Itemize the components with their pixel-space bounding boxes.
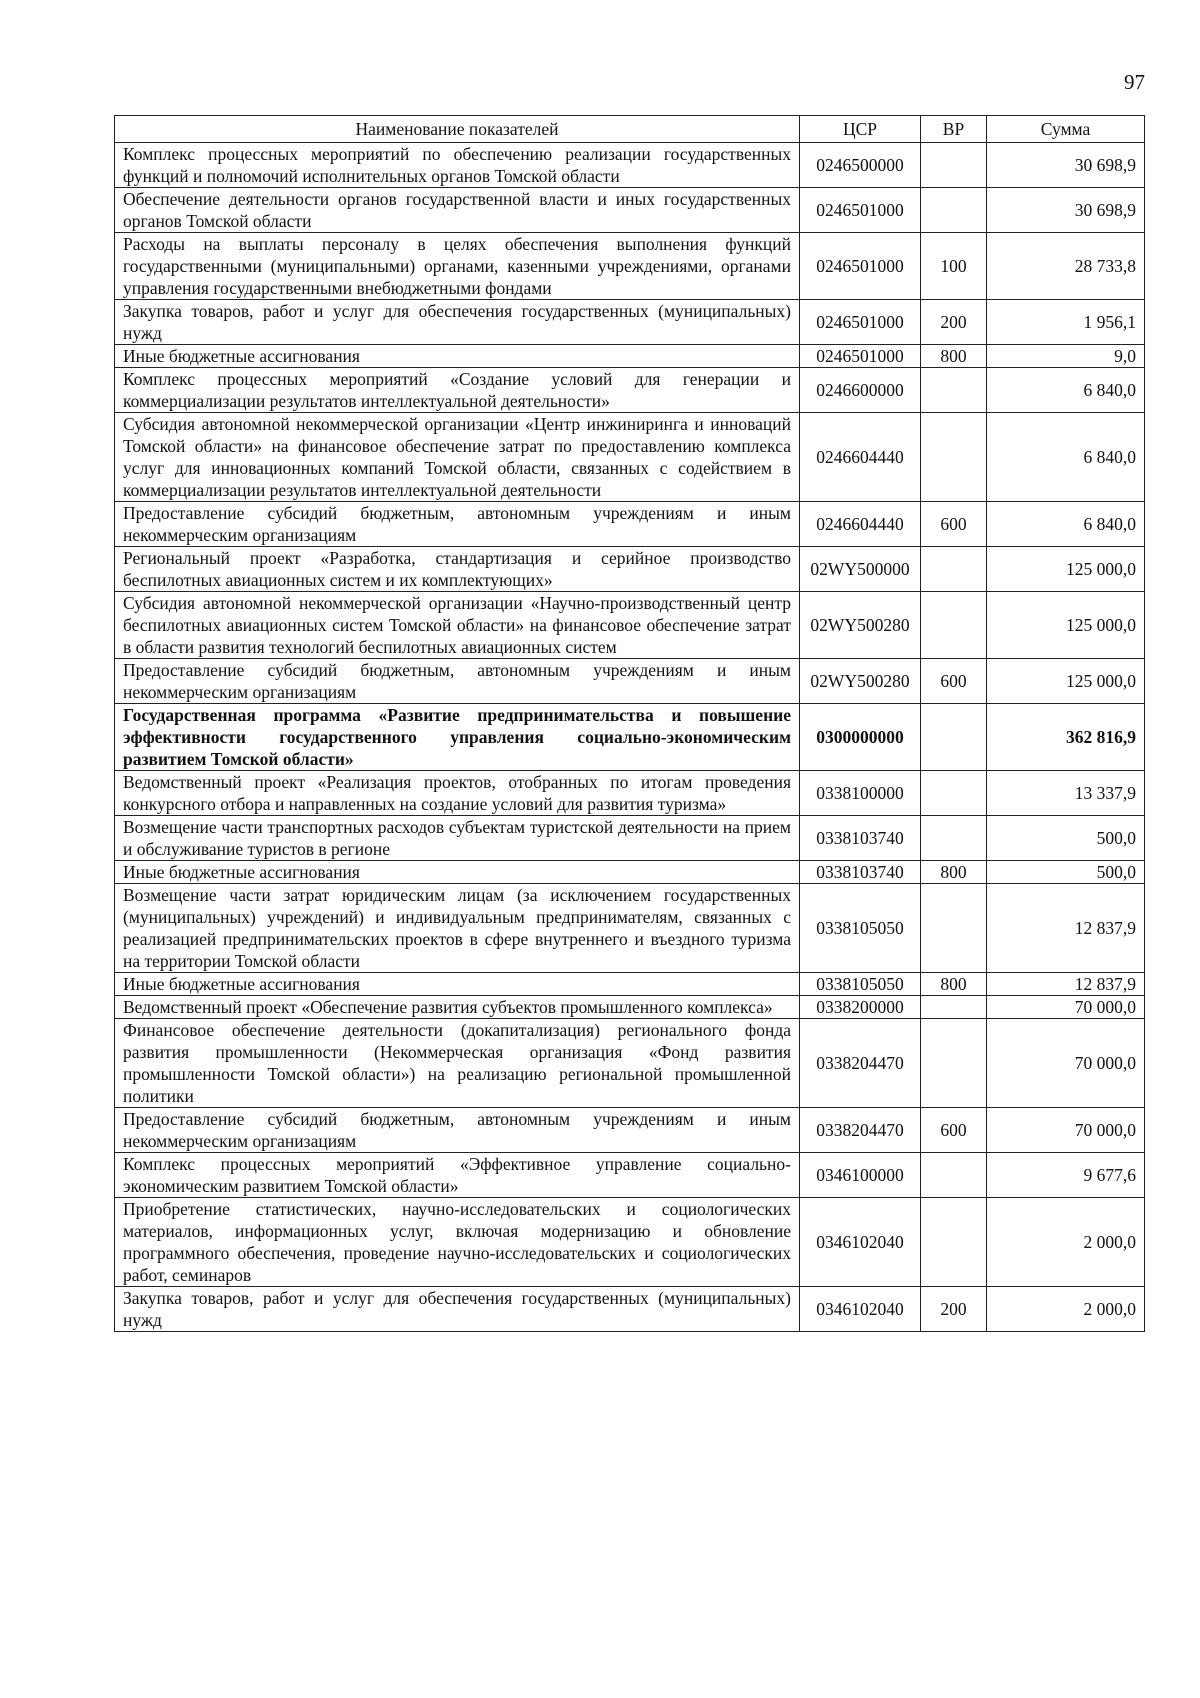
row-name: Предоставление субсидий бюджетным, автономным учреждениям и иным некоммерческим организациям <box>115 1108 800 1153</box>
row-csr: 0338103740 <box>800 816 921 861</box>
row-name: Ведомственный проект «Реализация проектов, отобранных по итогам проведения конкурсного отбора и направленных на создание условий для развития туризма» <box>115 771 800 816</box>
row-csr: 0300000000 <box>800 704 921 771</box>
page-number: 97 <box>1124 70 1145 94</box>
row-sum: 2 000,0 <box>987 1287 1145 1332</box>
row-csr: 0246501000 <box>800 233 921 300</box>
row-name: Комплекс процессных мероприятий «Эффективное управление социально-экономическим развитием Томской области» <box>115 1153 800 1198</box>
row-csr: 0338100000 <box>800 771 921 816</box>
row-sum: 6 840,0 <box>987 502 1145 547</box>
row-vr <box>921 143 987 188</box>
table-row <box>115 1153 1145 1198</box>
row-name: Региональный проект «Разработка, стандартизация и серийное производство беспилотных авиационных систем и их комплектующих» <box>115 547 800 592</box>
row-vr <box>921 1019 987 1108</box>
row-name: Ведомственный проект «Обеспечение развития субъектов промышленного комплекса» <box>115 996 800 1019</box>
table-row <box>115 592 1145 659</box>
table-header <box>115 116 1145 143</box>
table-row <box>115 884 1145 973</box>
row-vr <box>921 771 987 816</box>
row-name: Закупка товаров, работ и услуг для обеспечения государственных (муниципальных) нужд <box>115 300 800 345</box>
table-row <box>115 188 1145 233</box>
row-sum: 2 000,0 <box>987 1198 1145 1287</box>
table-row <box>115 973 1145 996</box>
row-csr: 0246604440 <box>800 502 921 547</box>
row-vr: 200 <box>921 300 987 345</box>
row-sum: 13 337,9 <box>987 771 1145 816</box>
budget-table <box>114 115 1145 1332</box>
row-vr: 600 <box>921 502 987 547</box>
row-vr <box>921 996 987 1019</box>
row-csr: 0246600000 <box>800 368 921 413</box>
row-sum: 6 840,0 <box>987 413 1145 502</box>
header-name: Наименование показателей <box>115 116 800 143</box>
table-row <box>115 1108 1145 1153</box>
row-csr: 0346102040 <box>800 1287 921 1332</box>
row-csr: 0338204470 <box>800 1108 921 1153</box>
row-csr: 02WY500000 <box>800 547 921 592</box>
table-row <box>115 1019 1145 1108</box>
row-name: Расходы на выплаты персоналу в целях обеспечения выполнения функций государственными (муниципальными) органами, казенными учреждениями, органами управления государственными внебюджетными фондами <box>115 233 800 300</box>
row-sum: 9,0 <box>987 345 1145 368</box>
header-sum: Сумма <box>987 116 1145 143</box>
row-vr: 600 <box>921 1108 987 1153</box>
row-vr <box>921 368 987 413</box>
row-name: Приобретение статистических, научно-исследовательских и социологических материалов, информационных услуг, включая модернизацию и обновление программного обеспечения, проведение научно-исследовательских и социологических работ, семинаров <box>115 1198 800 1287</box>
row-name: Комплекс процессных мероприятий по обеспечению реализации государственных функций и полномочий исполнительных органов Томской области <box>115 143 800 188</box>
row-csr: 0338103740 <box>800 861 921 884</box>
row-sum: 9 677,6 <box>987 1153 1145 1198</box>
row-sum: 500,0 <box>987 861 1145 884</box>
row-sum: 125 000,0 <box>987 592 1145 659</box>
table-row <box>115 143 1145 188</box>
row-name: Субсидия автономной некоммерческой организации «Центр инжиниринга и инноваций Томской области» на финансовое обеспечение затрат по предоставлению комплекса услуг для инновационных компаний Томской области, связанных с содействием в коммерциализации результатов интеллектуальной деятельности <box>115 413 800 502</box>
row-vr <box>921 188 987 233</box>
table-row <box>115 345 1145 368</box>
table-row <box>115 861 1145 884</box>
row-csr: 0338204470 <box>800 1019 921 1108</box>
row-vr <box>921 592 987 659</box>
table-row <box>115 547 1145 592</box>
row-csr: 02WY500280 <box>800 592 921 659</box>
row-name: Комплекс процессных мероприятий «Создание условий для генерации и коммерциализации результатов интеллектуальной деятельности» <box>115 368 800 413</box>
row-csr: 0338200000 <box>800 996 921 1019</box>
table-row <box>115 1287 1145 1332</box>
row-sum: 30 698,9 <box>987 143 1145 188</box>
row-csr: 0346102040 <box>800 1198 921 1287</box>
row-vr: 800 <box>921 861 987 884</box>
row-vr: 800 <box>921 345 987 368</box>
row-name: Иные бюджетные ассигнования <box>115 345 800 368</box>
row-name: Предоставление субсидий бюджетным, автономным учреждениям и иным некоммерческим организациям <box>115 502 800 547</box>
header-csr: ЦСР <box>800 116 921 143</box>
row-sum: 70 000,0 <box>987 996 1145 1019</box>
row-vr <box>921 704 987 771</box>
table-row <box>115 1198 1145 1287</box>
row-sum: 125 000,0 <box>987 547 1145 592</box>
row-vr <box>921 1198 987 1287</box>
row-name: Возмещение части транспортных расходов субъектам туристской деятельности на прием и обслуживание туристов в регионе <box>115 816 800 861</box>
row-sum: 1 956,1 <box>987 300 1145 345</box>
table-row <box>115 368 1145 413</box>
row-vr: 800 <box>921 973 987 996</box>
row-sum: 6 840,0 <box>987 368 1145 413</box>
table-row <box>115 771 1145 816</box>
row-csr: 0246501000 <box>800 300 921 345</box>
table-row <box>115 816 1145 861</box>
table-row <box>115 704 1145 771</box>
row-name: Иные бюджетные ассигнования <box>115 973 800 996</box>
row-sum: 70 000,0 <box>987 1019 1145 1108</box>
row-vr <box>921 816 987 861</box>
row-sum: 12 837,9 <box>987 884 1145 973</box>
header-vr: ВР <box>921 116 987 143</box>
table-row <box>115 502 1145 547</box>
row-sum: 362 816,9 <box>987 704 1145 771</box>
table-row <box>115 233 1145 300</box>
row-csr: 0246604440 <box>800 413 921 502</box>
table-row <box>115 659 1145 704</box>
row-vr <box>921 413 987 502</box>
row-name: Субсидия автономной некоммерческой организации «Научно-производственный центр беспилотных авиационных систем Томской области» на финансовое обеспечение затрат в области развития технологий беспилотных авиационных систем <box>115 592 800 659</box>
row-vr <box>921 884 987 973</box>
row-sum: 500,0 <box>987 816 1145 861</box>
row-name: Возмещение части затрат юридическим лицам (за исключением государственных (муниципальных) учреждений) и индивидуальным предпринимателям, связанных с реализацией предпринимательских проектов в сфере внутреннего и въездного туризма на территории Томской области <box>115 884 800 973</box>
row-csr: 0246500000 <box>800 143 921 188</box>
row-sum: 125 000,0 <box>987 659 1145 704</box>
row-csr: 0246501000 <box>800 188 921 233</box>
row-vr: 600 <box>921 659 987 704</box>
row-csr: 0338105050 <box>800 884 921 973</box>
header-row <box>115 116 1145 143</box>
row-name: Закупка товаров, работ и услуг для обеспечения государственных (муниципальных) нужд <box>115 1287 800 1332</box>
row-name: Государственная программа «Развитие предпринимательства и повышение эффективности государственного управления социально-экономическим развитием Томской области» <box>115 704 800 771</box>
row-name: Предоставление субсидий бюджетным, автономным учреждениям и иным некоммерческим организациям <box>115 659 800 704</box>
row-sum: 30 698,9 <box>987 188 1145 233</box>
row-sum: 12 837,9 <box>987 973 1145 996</box>
row-vr: 100 <box>921 233 987 300</box>
row-csr: 02WY500280 <box>800 659 921 704</box>
row-name: Иные бюджетные ассигнования <box>115 861 800 884</box>
row-csr: 0338105050 <box>800 973 921 996</box>
row-vr <box>921 1153 987 1198</box>
row-name: Обеспечение деятельности органов государственной власти и иных государственных органов Томской области <box>115 188 800 233</box>
table-row <box>115 300 1145 345</box>
row-csr: 0246501000 <box>800 345 921 368</box>
row-sum: 28 733,8 <box>987 233 1145 300</box>
row-csr: 0346100000 <box>800 1153 921 1198</box>
row-name: Финансовое обеспечение деятельности (докапитализация) регионального фонда развития промышленности (Некоммерческая организация «Фонд развития промышленности Томской области») на реализацию региональной промышленной политики <box>115 1019 800 1108</box>
row-vr: 200 <box>921 1287 987 1332</box>
table-row <box>115 413 1145 502</box>
row-vr <box>921 547 987 592</box>
table-row <box>115 996 1145 1019</box>
table-body <box>115 143 1145 1332</box>
row-sum: 70 000,0 <box>987 1108 1145 1153</box>
